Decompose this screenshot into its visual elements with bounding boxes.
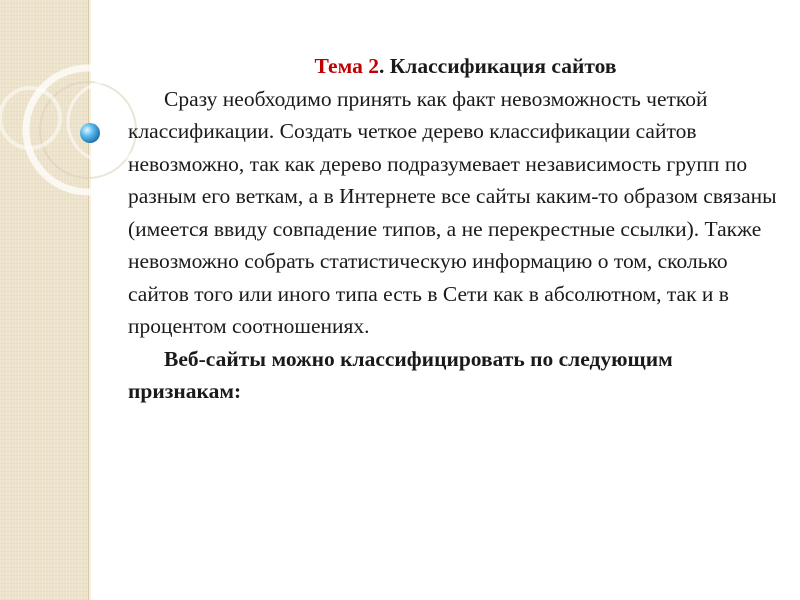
paragraph-criteria: Веб-сайты можно классифицировать по следующим признакам:: [128, 346, 673, 403]
slide-title: [128, 50, 783, 83]
title-topic: Тема 2: [314, 54, 379, 78]
slide-content: [128, 50, 783, 408]
blue-sphere-icon: [0, 0, 120, 160]
title-text: . Классификация сайтов: [378, 54, 617, 78]
paragraph-intro: Сразу необходимо принять как факт невозможность четкой классификации. Создать четкое дерево классификации сайтов невозможно, так как дерево подразумевает независимость групп по разным его веткам, а в Интернете все сайты каким-то образом связаны (имеется ввиду совпадение типов, а не перекрестные ссылки). Также невозможно собрать статистическую информацию о том, сколько сайтов того или иного типа есть в Сети как в абсолютном, так и в процентом соотношениях.: [128, 86, 777, 338]
